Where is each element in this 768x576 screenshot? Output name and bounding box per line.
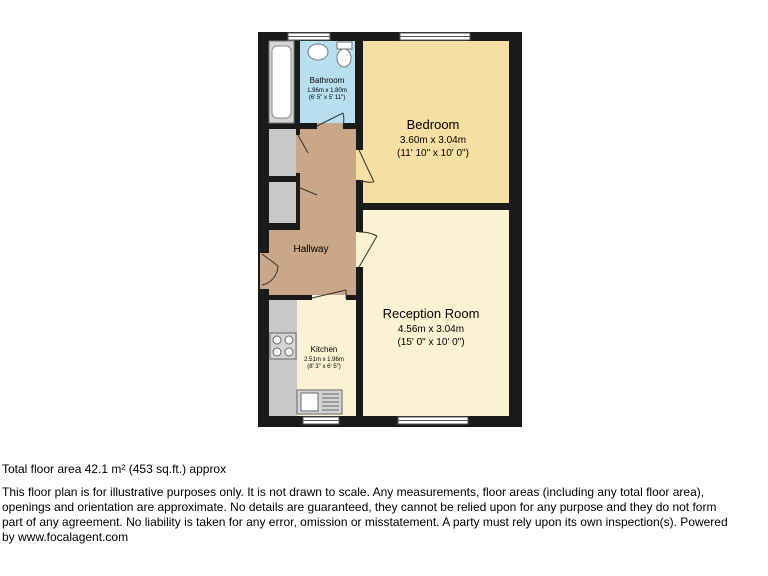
reception-metric: 4.56m x 3.04m <box>397 324 465 335</box>
bath-inner <box>272 46 291 118</box>
bathroom-imperial: (6' 5" x 5' 11") <box>308 95 346 101</box>
bathroom-name: Bathroom <box>309 76 345 85</box>
kitchen-imperial: (8' 3" x 6' 5") <box>307 364 341 370</box>
hallway-name: Hallway <box>293 244 329 255</box>
disclaimer-line: openings and orientation are approximate. No details are guaranteed, they cannot be relied upon for any purpose and they do not form <box>2 500 717 514</box>
reception-name: Reception Room <box>382 306 480 321</box>
bathroom-metric: 1.96m x 1.80m <box>307 88 347 94</box>
reception-imperial: (15' 0" x 10' 0") <box>397 337 465 348</box>
disclaimer <box>2 485 768 545</box>
bedroom-imperial: (11' 10" x 10' 0") <box>397 148 469 159</box>
cupboard-upper <box>269 129 296 176</box>
bedroom-metric: 3.60m x 3.04m <box>399 135 467 146</box>
total-floor-area: Total floor area 42.1 m² (453 sq.ft.) approx <box>2 462 227 476</box>
basin <box>308 44 328 60</box>
bedroom-name: Bedroom <box>406 117 460 132</box>
disclaimer-line: part of any agreement. No liability is taken for any error, omission or misstatement. A party must rely upon its own inspection(s). Powered <box>2 515 728 529</box>
kitchen-name: Kitchen <box>310 345 338 354</box>
disclaimer-line: This floor plan is for illustrative purposes only. It is not drawn to scale. Any measurements, floor areas (including any total floor area), <box>2 485 705 499</box>
kitchen-metric: 2.51m x 1.96m <box>304 357 344 363</box>
kitchen-sink <box>297 390 342 414</box>
hob <box>270 333 296 359</box>
cupboard-lower <box>269 182 296 223</box>
toilet-cistern <box>337 42 352 49</box>
toilet-bowl <box>337 49 351 67</box>
disclaimer-line: by www.focalagent.com <box>2 530 129 544</box>
